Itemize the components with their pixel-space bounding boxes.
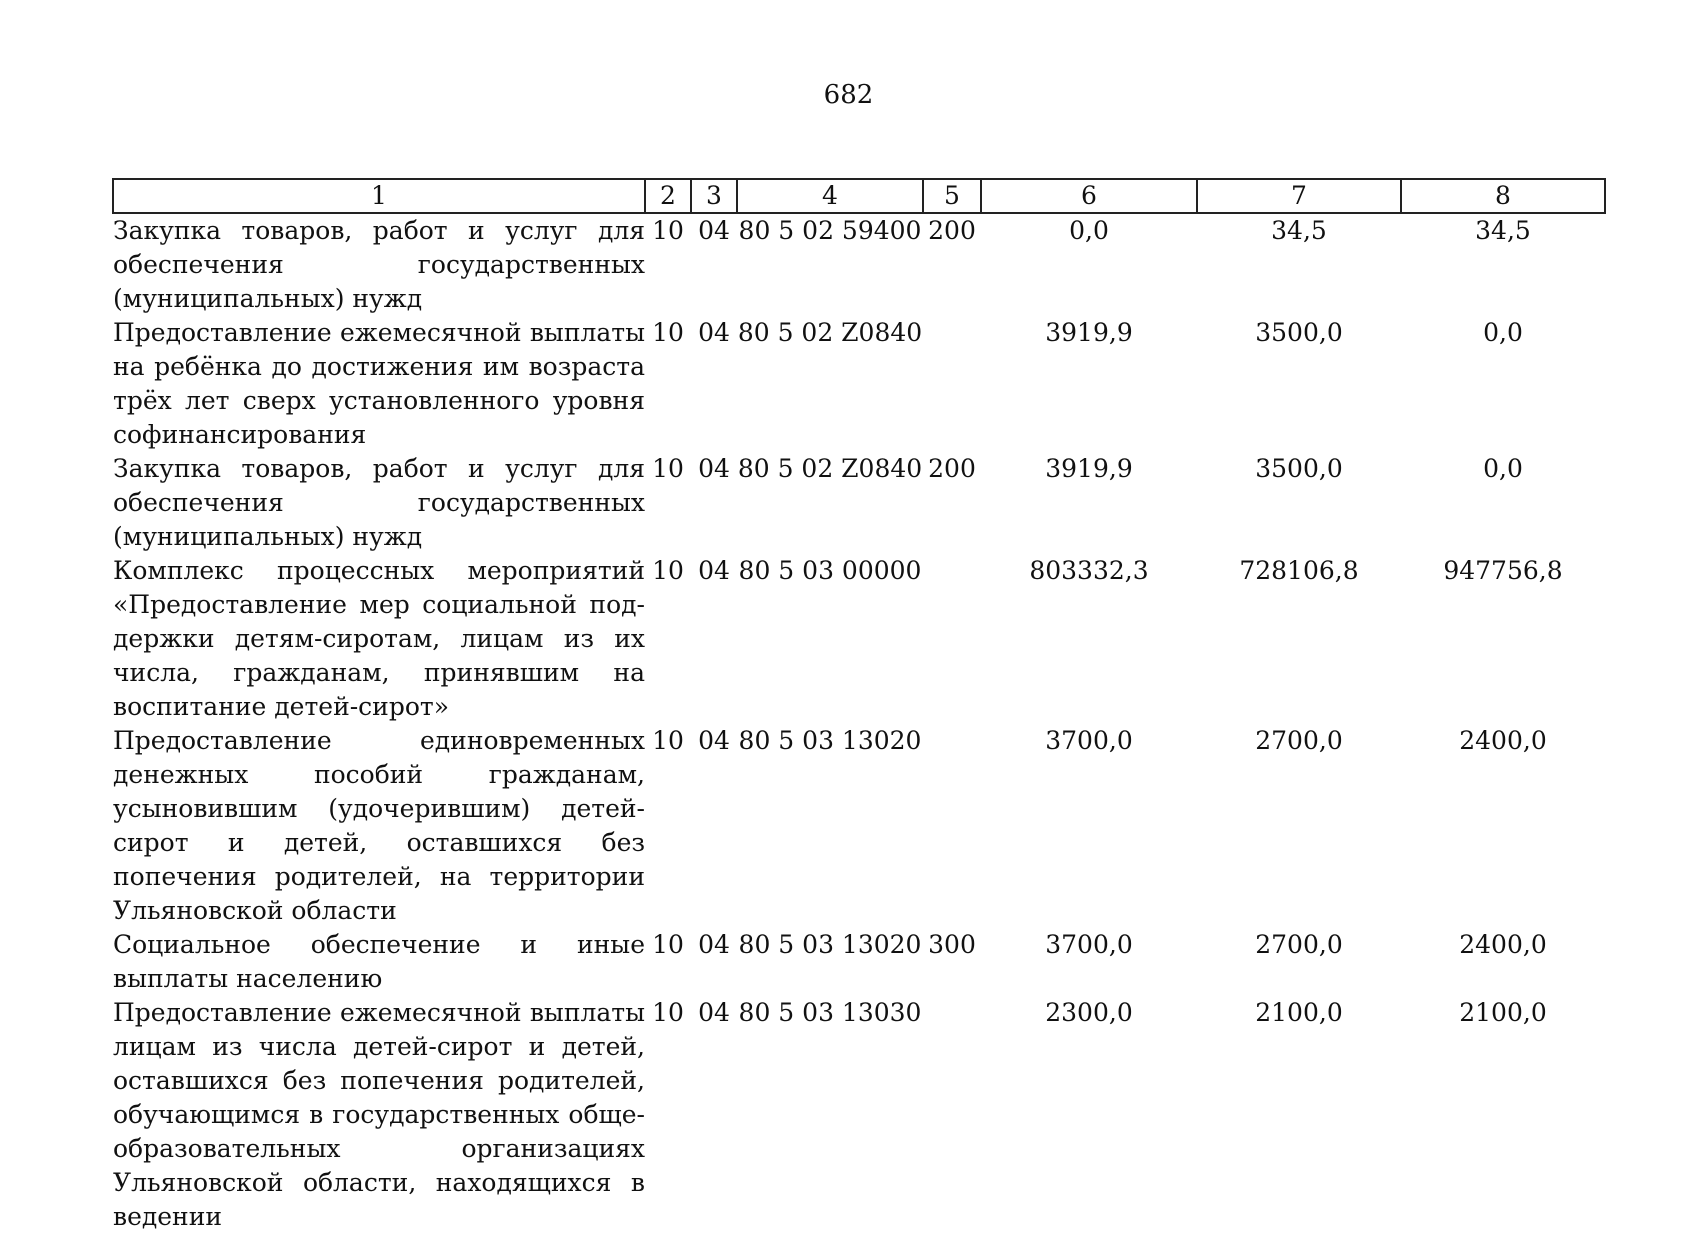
header-row xyxy=(113,179,1605,213)
row-target-code: 80 5 02 59400 xyxy=(738,216,922,245)
row-section: 10 xyxy=(652,556,684,585)
row-name: Предоставление единовременных денежных пособий гражданам, усыновившим (удочерившим) детей-сирот и детей, оставшихся без попечения родителей, на территории Ульяновской области xyxy=(113,726,645,925)
header-col-6: 6 xyxy=(981,179,1197,213)
row-name: Социальное обеспечение и иные выплаты населению xyxy=(113,930,645,993)
table-row xyxy=(113,316,1605,452)
header-col-8: 8 xyxy=(1401,179,1605,213)
row-amount-col6: 3700,0 xyxy=(1045,930,1133,959)
header-col-4: 4 xyxy=(737,179,923,213)
row-amount-col7: 2700,0 xyxy=(1255,930,1343,959)
row-amount-col6: 3919,9 xyxy=(1045,318,1133,347)
row-expense-type: 300 xyxy=(928,930,976,959)
row-subsection: 04 xyxy=(698,318,730,347)
row-section: 10 xyxy=(652,726,684,755)
row-amount-col8: 947756,8 xyxy=(1443,556,1563,585)
row-section: 10 xyxy=(652,454,684,483)
row-subsection: 04 xyxy=(698,454,730,483)
row-amount-col6: 3700,0 xyxy=(1045,726,1133,755)
row-amount-col7: 2700,0 xyxy=(1255,726,1343,755)
row-target-code: 80 5 03 13020 xyxy=(738,726,922,755)
page-number: 682 xyxy=(823,80,874,110)
row-amount-col8: 2400,0 xyxy=(1459,930,1547,959)
row-expense-type xyxy=(923,554,981,724)
row-subsection: 04 xyxy=(698,930,730,959)
row-expense-type xyxy=(923,724,981,928)
table-row xyxy=(113,928,1605,996)
row-amount-col8: 0,0 xyxy=(1483,318,1523,347)
row-amount-col6: 2300,0 xyxy=(1045,998,1133,1027)
row-target-code: 80 5 03 13020 xyxy=(738,930,922,959)
row-target-code: 80 5 03 00000 xyxy=(738,556,922,585)
row-name: Предоставление ежемесячной выплаты лицам из числа детей-сирот и детей, оставшихся без попечения родителей, обучающимся в государственных общеобразовательных организациях Ульяновской области, находящихся в ведении xyxy=(113,998,645,1231)
header-col-7: 7 xyxy=(1197,179,1401,213)
header-col-1: 1 xyxy=(113,179,645,213)
row-section: 10 xyxy=(652,930,684,959)
row-subsection: 04 xyxy=(698,726,730,755)
row-amount-col6: 3919,9 xyxy=(1045,454,1133,483)
row-amount-col7: 3500,0 xyxy=(1255,454,1343,483)
row-name: Комплекс процессных мероприятий «Предоставление мер социальной поддержки детям-сиротам, лицам из их числа, гражданам, принявшим на воспитание детей-сирот» xyxy=(113,556,645,721)
row-expense-type xyxy=(923,316,981,452)
row-subsection: 04 xyxy=(698,216,730,245)
table-row xyxy=(113,452,1605,554)
row-amount-col8: 2400,0 xyxy=(1459,726,1547,755)
table-row xyxy=(113,996,1605,1234)
row-name: Закупка товаров, работ и услуг для обеспечения государственных (муниципальных) нужд xyxy=(113,454,645,551)
table-row xyxy=(113,554,1605,724)
row-amount-col7: 3500,0 xyxy=(1255,318,1343,347)
header-col-2: 2 xyxy=(645,179,691,213)
budget-table xyxy=(112,178,1606,1234)
row-amount-col8: 34,5 xyxy=(1475,216,1531,245)
row-amount-col7: 34,5 xyxy=(1271,216,1327,245)
row-subsection: 04 xyxy=(698,556,730,585)
table-row xyxy=(113,213,1605,316)
row-amount-col7: 728106,8 xyxy=(1239,556,1359,585)
row-amount-col6: 803332,3 xyxy=(1029,556,1149,585)
row-expense-type: 200 xyxy=(928,454,976,483)
row-amount-col8: 0,0 xyxy=(1483,454,1523,483)
header-col-5: 5 xyxy=(923,179,981,213)
row-amount-col7: 2100,0 xyxy=(1255,998,1343,1027)
row-section: 10 xyxy=(652,998,684,1027)
row-expense-type xyxy=(923,996,981,1234)
row-subsection: 04 xyxy=(698,998,730,1027)
row-target-code: 80 5 03 13030 xyxy=(738,998,922,1027)
header-col-3: 3 xyxy=(691,179,737,213)
row-name: Закупка товаров, работ и услуг для обеспечения государственных (муниципальных) нужд xyxy=(113,216,645,313)
row-section: 10 xyxy=(652,318,684,347)
row-section: 10 xyxy=(652,216,684,245)
table-row xyxy=(113,724,1605,928)
row-amount-col6: 0,0 xyxy=(1069,216,1109,245)
row-name: Предоставление ежемесячной выплаты на ребёнка до достижения им возраста трёх лет сверх установленного уровня софинансирования xyxy=(113,318,645,449)
row-expense-type: 200 xyxy=(928,216,976,245)
table-body xyxy=(113,213,1605,1234)
row-target-code: 80 5 02 Z0840 xyxy=(737,454,923,483)
row-amount-col8: 2100,0 xyxy=(1459,998,1547,1027)
row-target-code: 80 5 02 Z0840 xyxy=(737,318,923,347)
